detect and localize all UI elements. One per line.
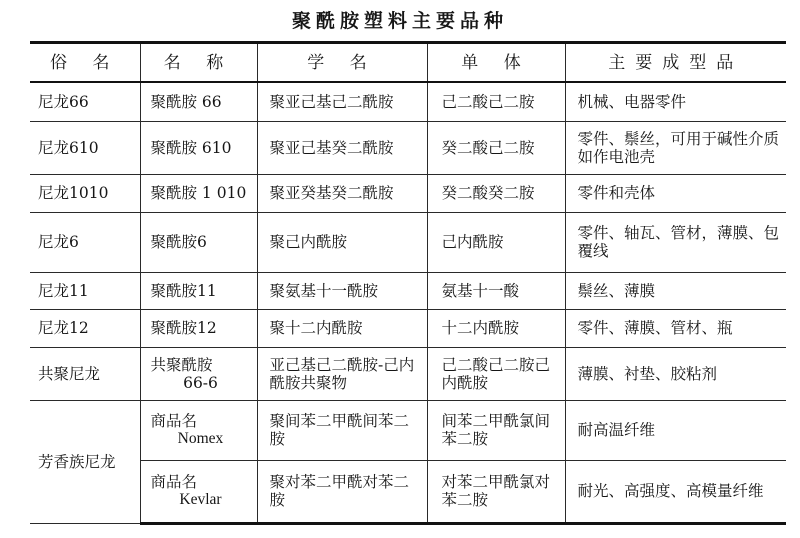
cell-common-name: 芳香族尼龙 — [30, 400, 140, 523]
cell-name: 聚酰胺 1 010 — [140, 174, 257, 212]
cell-common-name: 尼龙11 — [30, 272, 140, 309]
cell-monomer: 癸二酸癸二胺 — [427, 174, 565, 212]
cell-monomer: 氨基十一酸 — [427, 272, 565, 309]
cell-trade-name: Nomex — [177, 430, 224, 447]
cell-chemical-name: 聚亚癸基癸二酰胺 — [257, 174, 427, 212]
cell-monomer: 己二酸己二胺己内酰胺 — [427, 347, 565, 400]
cell-monomer: 间苯二甲酰氯间苯二胺 — [427, 400, 565, 460]
cell-monomer: 癸二酸己二胺 — [427, 121, 565, 174]
cell-name — [140, 400, 257, 460]
header-products: 主要成型品 — [565, 43, 786, 83]
polyamide-table — [30, 41, 786, 525]
table-row — [30, 400, 786, 460]
cell-monomer: 己二酸己二胺 — [427, 82, 565, 121]
cell-monomer: 对苯二甲酰氯对苯二胺 — [427, 460, 565, 523]
cell-common-name: 尼龙66 — [30, 82, 140, 121]
cell-common-name: 尼龙1010 — [30, 174, 140, 212]
cell-trade-name: Kevlar — [179, 491, 222, 508]
cell-common-name: 共聚尼龙 — [30, 347, 140, 400]
cell-name-code: 66-6 — [183, 373, 218, 392]
cell-chemical-name: 聚十二内酰胺 — [257, 309, 427, 347]
table-row — [30, 212, 786, 272]
cell-products: 鬃丝、薄膜 — [565, 272, 786, 309]
table-row — [30, 82, 786, 121]
cell-products: 零件、轴瓦、管材，薄膜、包覆线 — [565, 212, 786, 272]
table-row — [30, 121, 786, 174]
cell-products: 零件和壳体 — [565, 174, 786, 212]
header-chemical-name: 学 名 — [257, 43, 427, 83]
cell-common-name: 尼龙610 — [30, 121, 140, 174]
cell-name-line: 共聚酰胺 — [150, 355, 213, 374]
cell-monomer: 己内酰胺 — [427, 212, 565, 272]
table-row — [30, 272, 786, 309]
cell-name-line: 商品名 — [150, 473, 198, 491]
cell-chemical-name: 聚氨基十一酰胺 — [257, 272, 427, 309]
cell-common-name: 尼龙12 — [30, 309, 140, 347]
table-row — [30, 309, 786, 347]
cell-name: 聚酰胺12 — [140, 309, 257, 347]
cell-chemical-name: 亚己基己二酰胺-己内酰胺共聚物 — [257, 347, 427, 400]
cell-products: 耐高温纤维 — [565, 400, 786, 460]
cell-name: 聚酰胺 66 — [140, 82, 257, 121]
cell-chemical-name: 聚对苯二甲酰对苯二胺 — [257, 460, 427, 523]
cell-name — [140, 347, 257, 400]
cell-chemical-name: 聚间苯二甲酰间苯二胺 — [257, 400, 427, 460]
header-name: 名 称 — [140, 43, 257, 83]
header-common-name: 俗 名 — [30, 43, 140, 83]
cell-monomer: 十二内酰胺 — [427, 309, 565, 347]
cell-name: 聚酰胺11 — [140, 272, 257, 309]
cell-products: 零件、鬃丝，可用于碱性介质如作电池壳 — [565, 121, 786, 174]
table-title: 聚酰胺塑料主要品种 — [291, 10, 508, 32]
header-monomer: 单 体 — [427, 43, 565, 83]
cell-common-name: 尼龙6 — [30, 212, 140, 272]
table-row — [30, 174, 786, 212]
cell-products: 零件、薄膜、管材、瓶 — [565, 309, 786, 347]
cell-products: 薄膜、衬垫、胶粘剂 — [565, 347, 786, 400]
cell-name — [140, 460, 257, 523]
cell-name-line: 商品名 — [150, 412, 198, 430]
table-row — [30, 347, 786, 400]
table-row — [30, 460, 786, 523]
cell-chemical-name: 聚亚己基癸二酰胺 — [257, 121, 427, 174]
cell-chemical-name: 聚己内酰胺 — [257, 212, 427, 272]
cell-products: 机械、电器零件 — [565, 82, 786, 121]
cell-products: 耐光、高强度、高模量纤维 — [565, 460, 786, 523]
cell-chemical-name: 聚亚己基己二酰胺 — [257, 82, 427, 121]
header-row — [30, 43, 786, 83]
cell-name: 聚酰胺 610 — [140, 121, 257, 174]
cell-name: 聚酰胺6 — [140, 212, 257, 272]
